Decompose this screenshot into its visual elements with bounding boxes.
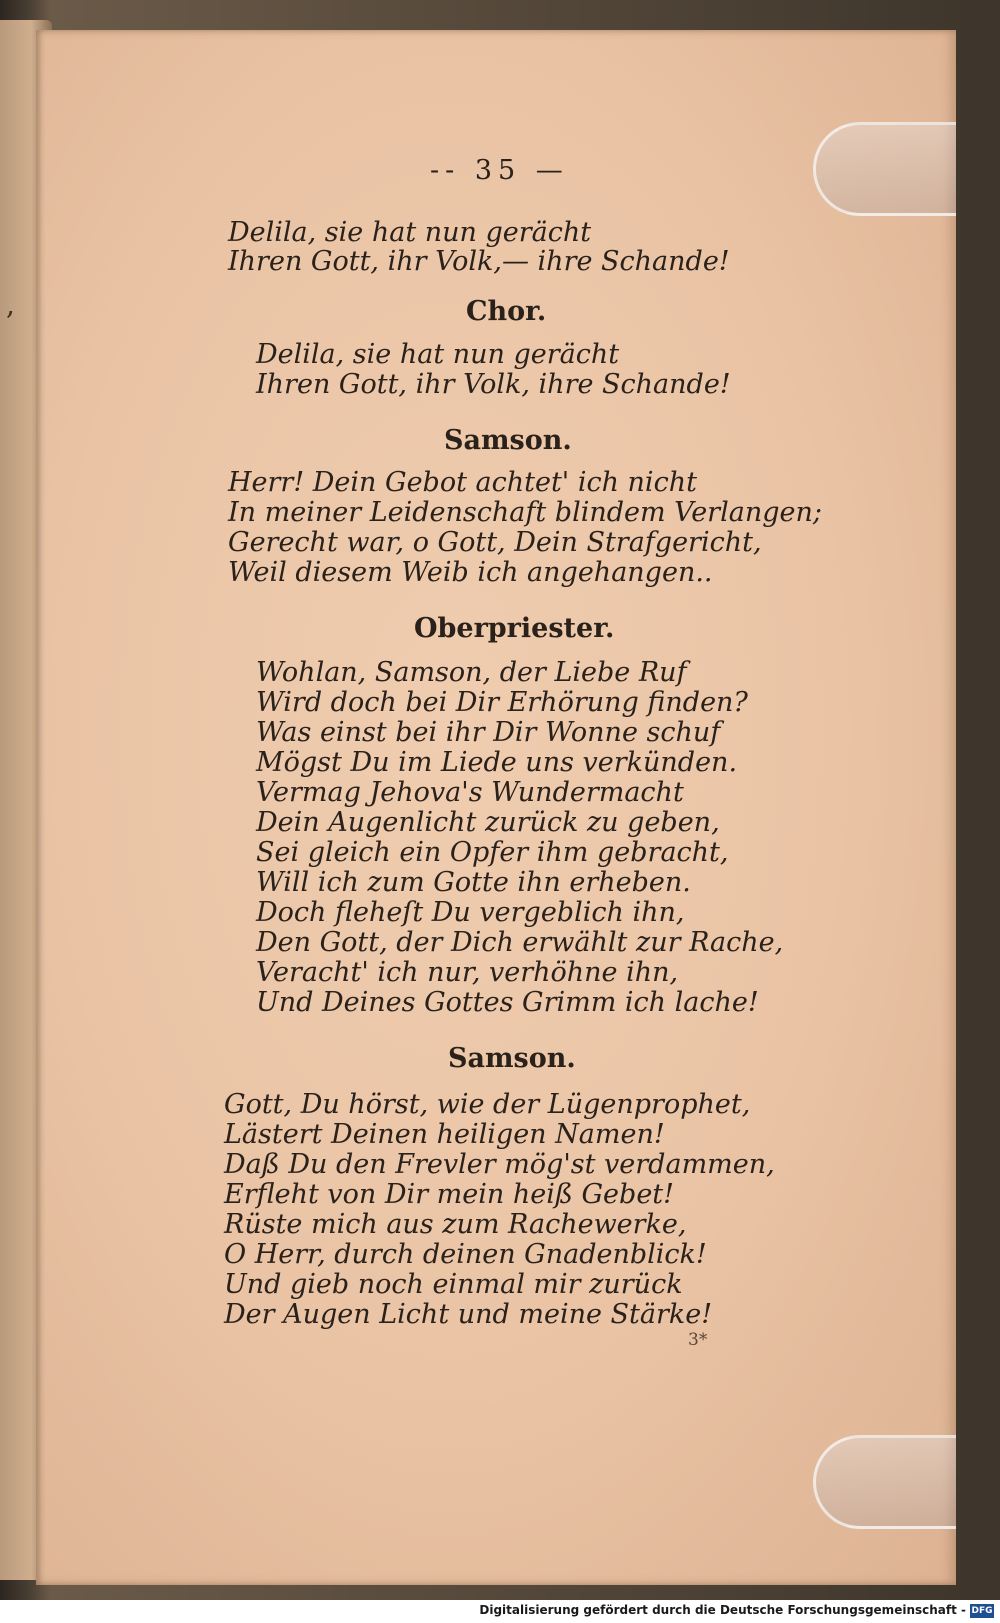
verse-line: Delila, sie hat nun gerächt [228, 217, 592, 248]
page-clip-top [813, 122, 956, 216]
dfg-logo: DFG [971, 1606, 993, 1616]
speaker-heading: Samson. [448, 1043, 576, 1074]
verse-line: Vermag Jehova's Wundermacht [256, 777, 684, 808]
verse-line: Und gieb noch einmal mir zurück [224, 1269, 683, 1300]
verse-line: Den Gott, der Dich erwählt zur Rache, [256, 927, 784, 958]
verse-line: Daß Du den Frevler mög'st verdammen, [224, 1149, 775, 1180]
speaker-heading: Samson. [444, 425, 572, 456]
verse-line: Der Augen Licht und meine Stärke! [224, 1299, 713, 1330]
signature-mark: 3* [688, 1330, 708, 1350]
verse-line: Will ich zum Gotte ihn erheben. [256, 867, 691, 898]
verse-line: Delila, sie hat nun gerächt [256, 339, 620, 370]
verse-line: O Herr, durch deinen Gnadenblick! [224, 1239, 707, 1270]
verse-line: Was einst bei ihr Dir Wonne schuf [256, 717, 721, 748]
verse-line: Mögst Du im Liede uns verkünden. [256, 747, 738, 778]
verse-line: Herr! Dein Gebot achtet' ich nicht [228, 467, 697, 498]
footer-bar [0, 1600, 1000, 1623]
page-number: -- 35 — [430, 155, 569, 186]
verse-line: Und Deines Gottes Grimm ich lache! [256, 987, 759, 1018]
verse-line: Sei gleich ein Opfer ihm gebracht, [256, 837, 729, 868]
verse-line: Veracht' ich nur, verhöhne ihn, [256, 957, 679, 988]
verse-line: Wird doch bei Dir Erhörung finden? [256, 687, 748, 718]
verse-line: Erfleht von Dir mein heiß Gebet! [224, 1179, 674, 1210]
verse-line: Gott, Du hörst, wie der Lügenprophet, [224, 1089, 751, 1120]
speaker-heading: Chor. [466, 296, 547, 327]
verse-line: Ihren Gott, ihr Volk, ihre Schande! [256, 369, 731, 400]
verse-line: Ihren Gott, ihr Volk,— ihre Schande! [228, 246, 730, 277]
speaker-heading: Oberpriester. [414, 613, 615, 644]
verse-line: Weil diesem Weib ich angehangen.. [228, 557, 713, 588]
verse-line: In meiner Leidenschaft blindem Verlangen; [228, 497, 822, 528]
verse-line: Wohlan, Samson, der Liebe Ruf [256, 657, 687, 688]
verse-line: Gerecht war, o Gott, Dein Strafgericht, [228, 527, 762, 558]
page-clip-bottom [813, 1435, 956, 1529]
verse-line: Doch fleheſt Du vergeblich ihn, [256, 897, 685, 928]
funding-notice: Digitalisierung gefördert durch die Deutsche Forschungsgemeinschaft - [479, 1603, 966, 1617]
verse-line: Rüste mich aus zum Rachewerke, [224, 1209, 687, 1240]
verse-line: Lästert Deinen heiligen Namen! [224, 1119, 665, 1150]
previous-page-mark: , [6, 288, 15, 321]
verse-line: Dein Augenlicht zurück zu geben, [256, 807, 720, 838]
